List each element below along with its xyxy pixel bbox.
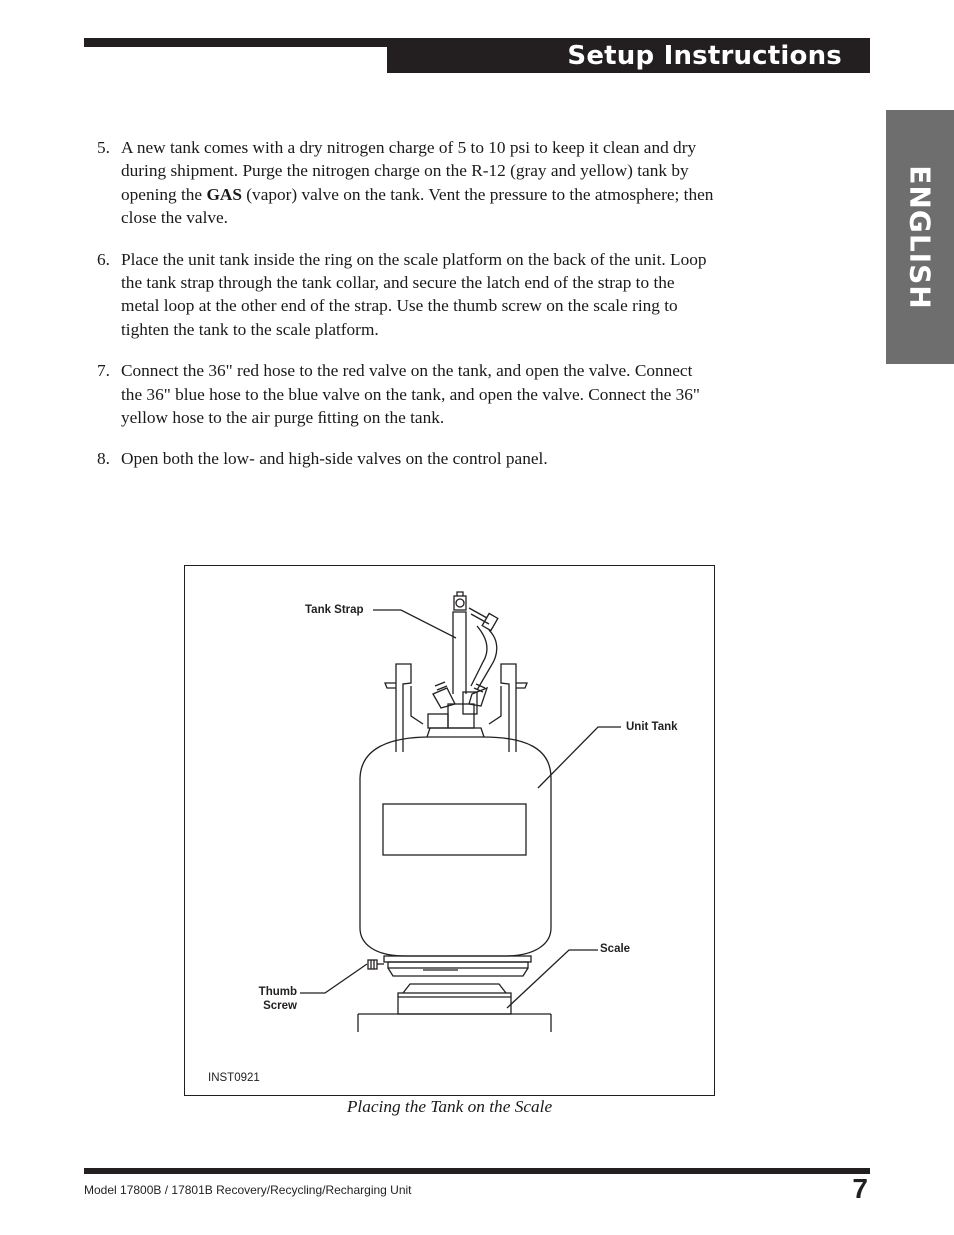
tank-strap <box>453 592 498 694</box>
support-table <box>358 1014 551 1032</box>
page-number: 7 <box>852 1173 868 1204</box>
unit-tank-label: Unit Tank <box>626 721 678 733</box>
figure-tank-on-scale <box>184 565 715 1096</box>
footer-rule <box>84 1168 870 1174</box>
step-8 <box>97 447 717 470</box>
tank-strap-label: Tank Strap <box>305 604 364 616</box>
figure-caption: Placing the Tank on the Scale <box>346 1097 553 1116</box>
step-text-part: (vapor) valve on the tank. Vent the pressure to the atmosphere; then close the valve. <box>121 184 714 228</box>
header-bar <box>387 38 870 73</box>
step-7 <box>97 359 717 429</box>
step-text: Place the unit tank inside the ring on the scale platform on the back of the unit. Loop the tank strap through the tank collar, and secure the latch end of the strap to the metal loop at the other end of the strap. Use the thumb screw on the scale ring to tighten the tank to the scale platform. <box>121 249 707 339</box>
thumb-screw-label-line-1: Thumb <box>258 986 297 998</box>
language-tab-label: ENGLISH <box>903 164 937 310</box>
step-text: Open both the low- and high-side valves on the control panel. <box>121 449 548 469</box>
thumb-screw-label-line-2: Screw <box>263 1000 297 1012</box>
step-number: 8. <box>97 449 110 469</box>
footer-model-text: Model 17800B / 17801B Recovery/Recycling/Recharging Unit <box>84 1183 412 1197</box>
language-tab <box>886 110 954 364</box>
figure-id: INST0921 <box>208 1072 260 1084</box>
leader-lines <box>300 610 621 1008</box>
step-text: Connect the 36" red hose to the red valve on the tank, and open the valve. Connect the 36" blue hose to the blue valve on the tank, and open the valve. Connect the 36" yellow hose to the air purge ﬁtting on the tank. <box>121 361 700 428</box>
step-number: 7. <box>97 361 110 381</box>
thumb-screw-label <box>255 985 297 1013</box>
step-text <box>121 138 713 227</box>
scale-drawing <box>368 956 531 1014</box>
tank-illustration <box>185 566 713 1094</box>
tank-body <box>360 728 551 956</box>
step-5 <box>97 136 717 230</box>
step-6 <box>97 248 717 342</box>
step-text-bold: GAS <box>206 184 242 204</box>
step-number: 5. <box>97 138 110 157</box>
instruction-steps <box>97 136 717 489</box>
step-text-part: A new tank comes with a dry nitrogen charge of 5 to 10 psi to keep it clean and dry during shipment. Purge the nitrogen charge on the R-12 (gray and yellow) tank by opening the <box>121 138 697 204</box>
step-number: 6. <box>97 249 110 269</box>
scale-label: Scale <box>600 943 631 955</box>
page-title: Setup Instructions <box>567 40 842 71</box>
